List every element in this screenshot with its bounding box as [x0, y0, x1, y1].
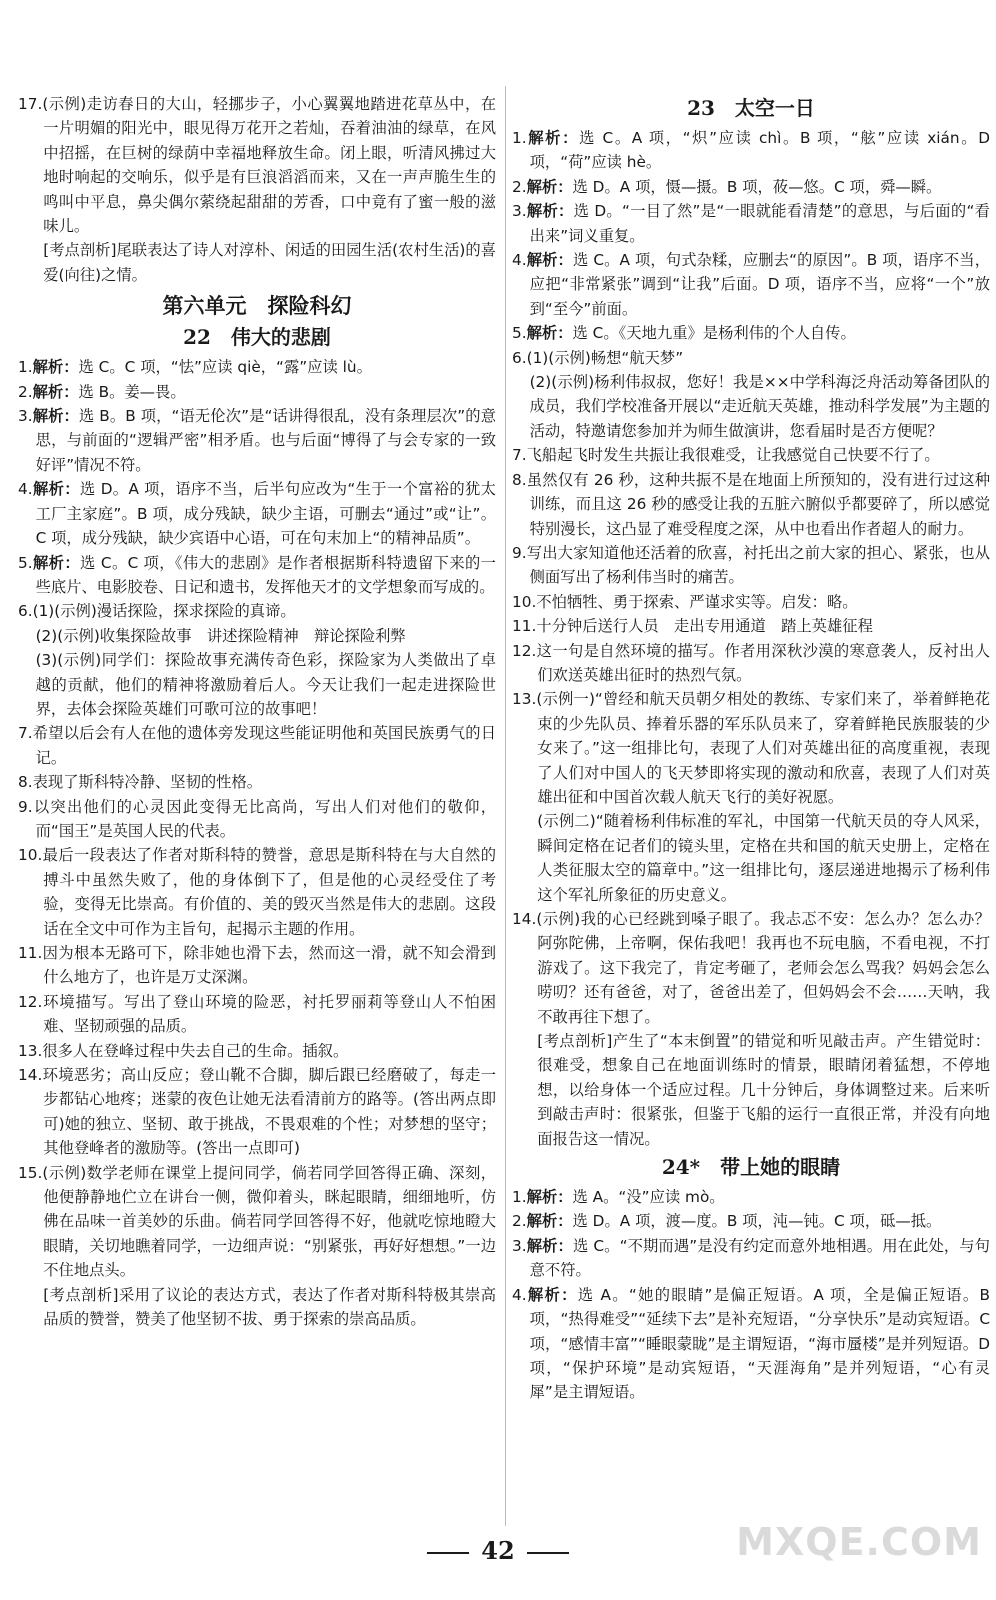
answer-paragraph: (示例二)“随着杨利伟标准的军礼，中国第一代航天员的夺人风采，瞬间定格在记者们的镜头里，定格在共和国的航天史册上，定格在人类征服太空的篇章中。”这一组排比句，逐层递进地揭示了杨利伟这个军礼所象征的历史意义。: [537, 812, 990, 904]
analysis-label: 解析：: [32, 553, 80, 572]
unit-title: 第六单元 探险科幻: [162, 293, 352, 319]
answer-item: [18, 1039, 496, 1063]
item-text: (示例)数学老师在课堂上提问同学，倘若同学回答得正确、深刻，他便静静地伫立在讲台一侧，微仰着头，眯起眼睛，细细地听，仿佛在品味一首美妙的乐曲。倘若同学回答得不好，他就吃惊地瞪大眼睛，关切地瞧着同学，一边细声说：“别紧张，再好好想想。”一边不住地点头。: [42, 1163, 496, 1280]
analysis-label: 解析：: [526, 1236, 573, 1255]
item-number: 14.: [512, 910, 537, 928]
item-text: 写出大家知道他还活着的欣喜，衬托出之前大家的担心、紧张，也从侧面写出了杨利伟当时的痛苦。: [526, 543, 990, 587]
answer-item: [18, 941, 496, 990]
item-text: (示例)走访春日的大山，轻挪步子，小心翼翼地踏进花草丛中，在一片明媚的阳光中，眼见得万花开之若灿，吞着油油的绿草，在风中招摇，在巨树的绿荫中幸福地释放生命。闭上眼，听清风拂过大地时响起的交响乐，似乎是有巨浪滔滔而来，又在一声声脆生生的鸣叫中平息，鼻尖偶尔萦绕起甜甜的芳香，口中竟有了蜜一般的滋味儿。: [42, 95, 496, 236]
answer-paragraph: [考点剖析]产生了“本末倒置”的错觉和听见敲击声。产生错觉时：很难受，想象自己在地面训练时的情景，眼睛闭着猛想，不停地想，以给身体一个适应过程。几十分钟后，身体调整过来。后来听到敲击声时：很紧张，但鉴于飞船的运行一直很正常，并没有向地面报告这一情况。: [537, 1032, 990, 1148]
item-number: 9.: [18, 797, 33, 816]
item-number: 4.: [512, 1285, 527, 1304]
item-number: 11.: [512, 617, 537, 636]
answer-item: [18, 1161, 496, 1283]
item-text: 不怕牺牲、勇于探索、严谨求实等。启发：略。: [536, 592, 858, 611]
analysis-label: 解析：: [526, 324, 573, 343]
answer-item: [512, 175, 990, 199]
item-number: 11.: [18, 944, 43, 962]
item-text: 选 C。A 项，“炽”应读 chì。B 项，“舷”应读 xián。D 项，“荷”应读 hè。: [529, 129, 990, 172]
answer-item: [512, 346, 990, 370]
item-text: 选 C。《天地九重》是杨利伟的个人自传。: [572, 324, 856, 343]
item-text: 希望以后会有人在他的遗体旁发现这些能证明他和英国民族勇气的日记。: [32, 724, 496, 767]
item-number: 1.: [512, 1188, 527, 1207]
item-number: 13.: [512, 690, 537, 709]
item-text: 选 D。“一目了然”是“一眼就能看清楚”的意思，与后面的“看出来”词义重复。: [529, 202, 990, 245]
item-number: 10.: [512, 592, 537, 611]
item-text: 选 D。A 项，语序不当，后半句应改为“生于一个富裕的犹太工厂主家庭”。B 项，成分残缺，缺少主语，可删去“通过”或“让”。C 项，成分残缺，缺少宾语中心语，可在句末加上“的精神品质”。: [35, 480, 496, 548]
item-number: 10.: [18, 846, 43, 865]
item-number: 6.: [18, 602, 33, 621]
item-text: (1)(示例)漫话探险，探求探险的真谛。: [32, 602, 296, 621]
answer-item: [18, 843, 496, 941]
item-text: 选 C。C 项，“怯”应读 qiè，“露”应读 lù。: [78, 358, 372, 377]
answer-item: [512, 443, 990, 467]
analysis-label: 解析：: [32, 407, 79, 426]
answer-item: [512, 321, 990, 345]
analysis-label: 解析：: [526, 177, 573, 196]
answer-item: [512, 639, 990, 688]
watermark-logo: MXQE.COM: [736, 1520, 982, 1564]
item-number: 7.: [18, 724, 33, 743]
answer-item: [512, 199, 990, 248]
answer-item: [18, 599, 496, 623]
item-number: 7.: [512, 446, 527, 465]
left-column: [18, 92, 496, 1332]
answer-item: [512, 590, 990, 614]
answer-paragraph: (2)(示例)收集探险故事 讲述探险精神 辩论探险利弊: [35, 626, 406, 645]
analysis-label: 解析：: [526, 1212, 573, 1231]
answer-item: [18, 721, 496, 770]
answer-paragraph: [考点剖析]尾联表达了诗人对淳朴、闲适的田园生活(农村生活)的喜爱(向往)之情。: [43, 241, 496, 284]
answer-item: [512, 614, 990, 638]
item-text: 选 D。A 项，慑—摄。B 项，莜—悠。C 项，舜—瞬。: [572, 177, 942, 196]
item-text: 环境恶劣；高山反应；登山靴不合脚，脚后跟已经磨破了，每走一步都钻心地疼；迷蒙的夜色让她无法看清前方的路等。(答出两点即可)她的独立、坚韧、敢于挑战，不畏艰难的个性；对梦想的坚守；其他登峰者的激励等。(答出一点即可): [42, 1066, 496, 1158]
item-number: 4.: [18, 480, 33, 499]
answer-item: [512, 541, 990, 590]
analysis-label: 解析：: [526, 1285, 578, 1304]
analysis-label: 解析：: [526, 202, 574, 221]
item-text: 因为根本无路可下，除非她也滑下去，然而这一滑，就不知会滑到什么地方了，也许是万丈深渊。: [42, 944, 496, 987]
item-number: 3.: [512, 202, 527, 221]
item-number: 17.: [18, 95, 43, 113]
item-text: 选 B。姜—畏。: [78, 382, 186, 401]
answer-item: [512, 248, 990, 321]
answer-item: [512, 1283, 990, 1405]
item-number: 9.: [512, 543, 527, 562]
answer-item: [512, 468, 990, 541]
item-number: 3.: [18, 407, 33, 426]
item-text: 很多人在登峰过程中失去自己的生命。插叙。: [42, 1041, 349, 1060]
analysis-label: 解析：: [526, 251, 573, 270]
item-text: (1)(示例)畅想“航天梦”: [526, 348, 684, 367]
item-text: 选 C。C 项，《伟大的悲剧》是作者根据斯科特遗留下来的一些底片、电影胶卷、日记和遗书，发挥他天才的文学想象而写成的。: [35, 553, 496, 596]
item-text: 以突出他们的心灵因此变得无比高尚，写出人们对他们的敬仰，而“国王”是英国人民的代表。: [32, 797, 496, 840]
answer-item: [512, 1185, 990, 1209]
item-text: 选 D。A 项，渡—度。B 项，沌—钝。C 项，砥—抵。: [572, 1212, 942, 1231]
item-text: 这一句是自然环境的描写。作者用深秋沙漠的寒意袭人，反衬出人们欢送英雄出征时的热烈气氛。: [536, 641, 990, 684]
item-number: 12.: [18, 992, 43, 1011]
item-text: 选 A。“她的眼睛”是偏正短语。A 项，全是偏正短语。B 项，“热得难受”“延续下去”是补充短语，“分享快乐”是动宾短语。C 项，“感情丰富”“睡眼蒙眬”是主谓短语，“海市蜃楼”是并列短语。D 项，“保护环境”是动宾短语，“天涯海角”是并列短语，“心有灵犀”是主谓短语。: [529, 1285, 990, 1402]
answer-item: [18, 1063, 496, 1161]
item-number: 1.: [18, 358, 33, 377]
item-number: 1.: [512, 129, 527, 147]
answer-item: [512, 907, 990, 1029]
lesson-title: 24* 带上她的眼睛: [661, 1155, 841, 1180]
item-text: (示例)我的心已经跳到嗓子眼了。我忐忑不安：怎么办？怎么办？阿弥陀佛，上帝啊，保佑我吧！我再也不玩电脑，不看电视，不打游戏了。这下我完了，肯定考砸了，老师会怎么骂我？妈妈会怎么唠叨？还有爸爸，对了，爸爸出差了，但妈妈会不会……天呐，我不敢再往下想了。: [536, 910, 990, 1026]
answer-paragraph: (2)(示例)杨利伟叔叔，您好！我是××中学科海泛舟活动筹备团队的成员，我们学校准备开展以“走近航天英雄，推动科学发展”为主题的活动，特邀请您参加并为师生做演讲，您看届时是否方便呢？: [529, 373, 990, 440]
answer-item: [512, 1234, 990, 1283]
analysis-label: 解析：: [32, 358, 79, 377]
item-text: (示例一)“曾经和航天员朝夕相处的教练、专家们来了，举着鲜艳花束的少先队员、捧着乐器的军乐队员来了，穿着鲜艳民族服装的少女来了。”这一组排比句，表现了人们对英雄出征的高度重视，表现了人们对中国人的飞天梦即将实现的激动和欣喜，表现了人们对英雄出征和中国首次载人航天飞行的美好祝愿。: [536, 690, 990, 806]
analysis-label: 解析：: [32, 480, 80, 499]
answer-item: [18, 795, 496, 844]
answer-item: [18, 380, 496, 404]
item-number: 13.: [18, 1041, 43, 1060]
item-number: 5.: [18, 553, 33, 572]
item-text: 十分钟后送行人员 走出专用通道 踏上英雄征程: [536, 617, 873, 636]
item-number: 3.: [512, 1236, 527, 1255]
answer-item: [18, 990, 496, 1039]
answer-item: [512, 126, 990, 175]
item-number: 2.: [512, 177, 527, 196]
item-number: 14.: [18, 1066, 43, 1085]
analysis-label: 解析：: [526, 1188, 573, 1207]
lesson-title: 23 太空一日: [687, 96, 815, 120]
item-text: 环境描写。写出了登山环境的险恶，衬托罗丽莉等登山人不怕困难、坚韧顽强的品质。: [42, 992, 496, 1036]
answer-item: [18, 477, 496, 550]
item-number: 8.: [18, 773, 33, 792]
item-number: 4.: [512, 251, 527, 270]
right-column: [512, 92, 990, 1405]
page-number: 42: [0, 1536, 996, 1565]
answer-item: [18, 92, 496, 238]
answer-item: [18, 770, 496, 794]
item-number: 6.: [512, 348, 527, 367]
analysis-label: 解析：: [32, 382, 79, 401]
item-number: 2.: [18, 382, 33, 401]
item-number: 12.: [512, 641, 537, 660]
analysis-label: 解析：: [526, 129, 580, 147]
item-text: 飞船起飞时发生共振让我很难受，让我感觉自己快要不行了。: [526, 446, 940, 465]
item-number: 8.: [512, 470, 527, 489]
item-text: 表现了斯科特冷静、坚韧的性格。: [32, 773, 263, 792]
item-number: 5.: [512, 324, 527, 343]
item-number: 15.: [18, 1163, 43, 1182]
answer-paragraph: [考点剖析]采用了议论的表达方式，表达了作者对斯科特极其崇高品质的赞誉，赞美了他坚韧不拔、勇于探索的崇高品质。: [43, 1285, 496, 1329]
item-text: 选 C。A 项，句式杂糅，应删去“的原因”。B 项，语序不当，应把“非常紧张”调到“让我”后面。D 项，语序不当，应将“一个”放到“至今”前面。: [529, 251, 990, 318]
answer-item: [18, 404, 496, 477]
answer-item: [18, 355, 496, 379]
item-number: 2.: [512, 1212, 527, 1231]
answer-paragraph: (3)(示例)同学们：探险故事充满传奇色彩，探险家为人类做出了卓越的贡献，他们的精神将激励着后人。今天让我们一起走进探险世界，去体会探险英雄们可歌可泣的故事吧！: [35, 651, 496, 718]
item-text: 选 B。B 项，“语无伦次”是“话讲得很乱，没有条理层次”的意思，与前面的“逻辑严密”相矛盾。也与后面“博得了与会专家的一致好评”情况不符。: [35, 407, 496, 474]
answer-item: [512, 687, 990, 809]
item-text: 虽然仅有 26 秒，这种共振不是在地面上所预知的，没有进行过这种训练，而且这 26 秒的感受让我的五脏六腑似乎都要碎了，所以感觉特别漫长，这凸显了难受程度之深，从中也看出作者超人的耐力。: [526, 470, 990, 538]
answer-item: [512, 1209, 990, 1233]
item-text: 选 A。“没”应读 mò。: [572, 1188, 725, 1207]
item-text: 最后一段表达了作者对斯科特的赞誉，意思是斯科特在与大自然的搏斗中虽然失败了，他的身体倒下了，但是他的心灵经受住了考验，变得无比崇高。有价值的、美的毁灭当然是伟大的悲剧。这段话在全文中可作为主旨句，起揭示主题的作用。: [42, 846, 496, 938]
item-text: 选 C。“不期而遇”是没有约定而意外地相遇。用在此处，与句意不符。: [529, 1236, 990, 1280]
lesson-title: 22 伟大的悲剧: [183, 325, 331, 350]
answer-item: [18, 551, 496, 600]
